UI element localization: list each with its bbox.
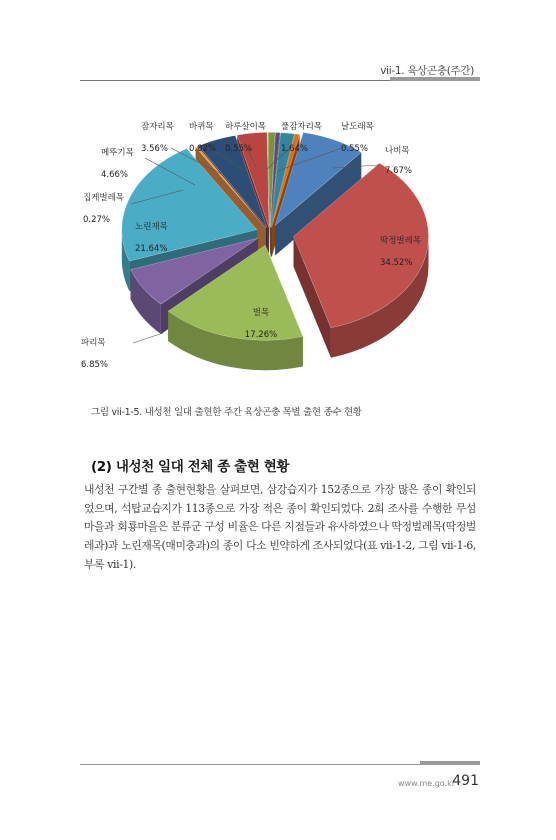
header-divider-accent [390,77,480,81]
slice-value-label-11: 0.55% [341,144,369,154]
slice-value-label-3: 6.85% [81,360,109,370]
leader-line-3 [133,333,163,343]
slice-name-label-3: 파리목 [81,338,106,348]
slice-value-label-10: 1.64% [281,144,309,154]
slice-value-label-4: 21.64% [135,244,168,254]
slice-name-label-9: 하루살이목 [225,122,267,132]
slice-value-label-0: 7.67% [385,166,413,176]
slice-name-label-11: 날도래목 [341,122,374,132]
slice-value-label-7: 3.56% [141,144,169,154]
section-title: (2) 내성천 일대 전체 종 출현 현황 [91,459,290,475]
figure-caption: 그림 vii-1-5. 내성천 일대 출현한 주간 육상곤충 목별 출현 종수 현황 [91,407,362,418]
slice-value-label-6: 4.66% [101,170,129,180]
footer-divider-accent [420,761,480,765]
slice-name-label-6: 메뚜기목 [101,148,134,158]
slice-value-label-5: 0.27% [83,215,111,225]
slice-name-label-1: 딱정벌레목 [380,236,422,246]
slice-name-label-4: 노린재목 [135,222,168,232]
slice-name-label-0: 나비목 [385,146,410,156]
page-number: 491 [452,773,479,789]
slice-value-label-2: 17.26% [244,330,278,340]
pie-chart [75,105,475,395]
slice-name-label-2: 벌목 [252,308,270,318]
footer-url: www.me.go.kr [398,779,455,788]
slice-value-label-1: 34.52% [380,258,413,268]
slice-name-label-7: 잠자리목 [141,122,174,132]
slice-name-label-10: 풀잠자리목 [281,122,323,132]
slice-value-label-9: 0.55% [225,144,253,154]
running-header: vii-1. 육상곤충(주간) [380,65,474,77]
slice-name-label-8: 바퀴목 [189,122,214,132]
slice-value-label-8: 0.82% [189,144,217,154]
body-paragraph: 내성천 구간별 종 출현현황을 살펴보면, 삼강습지가 152종으로 가장 많은 종이 확인되었으며, 석탑교습지가 113종으로 가장 적은 종이 확인되었다. 2회 조사를 수행한 무섬마을과 회룡마을은 분류군 구성 비율은 다른 지점들과 유사하였으나 딱정벌레목(딱정벌레과)과 노린재목(매미충과)의 종이 다소 빈약하게 조사되었다(표 vii-1-2, 그림 vii-1-6, 부록 vii-1). [84,483,476,571]
slice-name-label-5: 집게벌레목 [83,193,125,203]
